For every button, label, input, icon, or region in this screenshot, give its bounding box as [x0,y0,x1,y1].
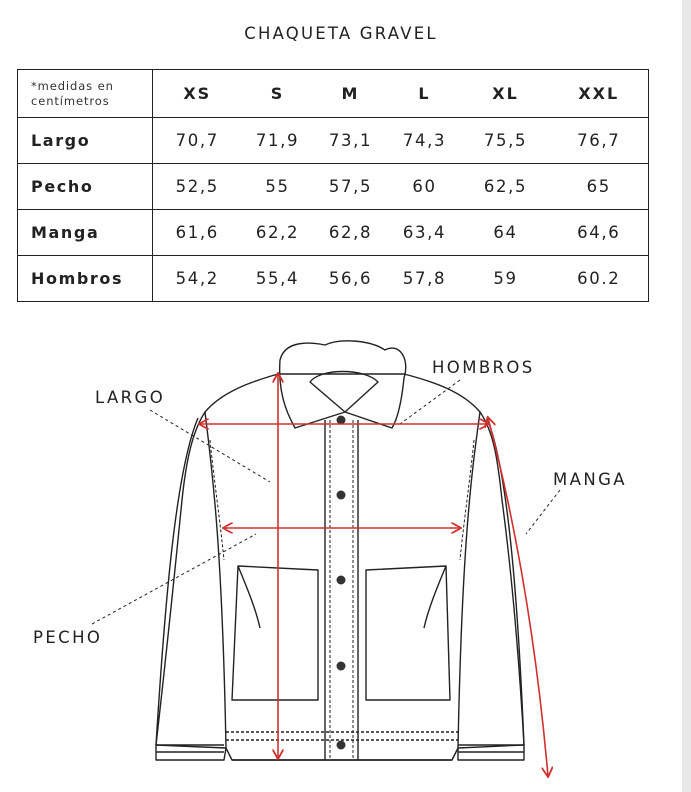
row-label: Pecho [18,164,153,210]
right-sleeve [458,418,524,760]
table-cell: 62,2 [242,210,314,256]
table-cell: 57,5 [314,164,388,210]
jacket-diagram [0,320,682,792]
left-pocket-flap [238,566,260,628]
table-row [18,118,649,164]
right-sleeve-seam [458,412,480,748]
left-pocket [232,566,318,700]
button [337,491,346,500]
leader-manga [526,490,560,534]
button [337,416,346,425]
size-header: S [242,70,314,118]
table-cell: 55 [242,164,314,210]
table-cell: 65 [550,164,649,210]
jacket-body-outline [156,374,524,760]
table-header-row [18,70,649,118]
table-row [18,164,649,210]
collar-inner [310,372,378,413]
table-cell: 63,4 [388,210,462,256]
table-cell: 64,6 [550,210,649,256]
size-header: XS [153,70,242,118]
size-table [17,69,649,302]
waistband [226,732,458,740]
table-row [18,256,649,302]
table-cell: 55,4 [242,256,314,302]
button [337,662,346,671]
collar [280,341,406,428]
row-label: Largo [18,118,153,164]
table-cell: 54,2 [153,256,242,302]
left-sleeve-seam [205,412,226,748]
table-cell: 62,5 [462,164,550,210]
label-hombros: HOMBROS [432,358,535,377]
placket-stitch [330,420,353,760]
page-title: CHAQUETA GRAVEL [244,24,438,43]
row-label: Manga [18,210,153,256]
left-sleeve [156,418,226,760]
leader-hombros [400,380,460,424]
size-header: M [314,70,388,118]
table-cell: 57,8 [388,256,462,302]
table-cell: 60.2 [550,256,649,302]
size-header: XL [462,70,550,118]
table-cell: 64 [462,210,550,256]
size-header: XXL [550,70,649,118]
scrollbar[interactable] [682,0,691,792]
button [337,576,346,585]
table-cell: 52,5 [153,164,242,210]
label-pecho: PECHO [33,628,103,647]
label-manga: MANGA [553,470,627,489]
table-cell: 76,7 [550,118,649,164]
leader-largo [150,410,270,482]
size-header: L [388,70,462,118]
table-cell: 71,9 [242,118,314,164]
label-largo: LARGO [95,388,166,407]
table-cell: 74,3 [388,118,462,164]
table-cell: 70,7 [153,118,242,164]
row-label: Hombros [18,256,153,302]
table-row [18,210,649,256]
yoke-stitch [210,440,474,560]
button [337,741,346,750]
table-cell: 56,6 [314,256,388,302]
measure-manga [488,418,548,776]
table-cell: 75,5 [462,118,550,164]
table-cell: 59 [462,256,550,302]
right-pocket-flap [424,566,446,628]
table-cell: 73,1 [314,118,388,164]
table-cell: 62,8 [314,210,388,256]
units-note: *medidas en centímetros [18,70,153,118]
table-cell: 61,6 [153,210,242,256]
table-cell: 60 [388,164,462,210]
